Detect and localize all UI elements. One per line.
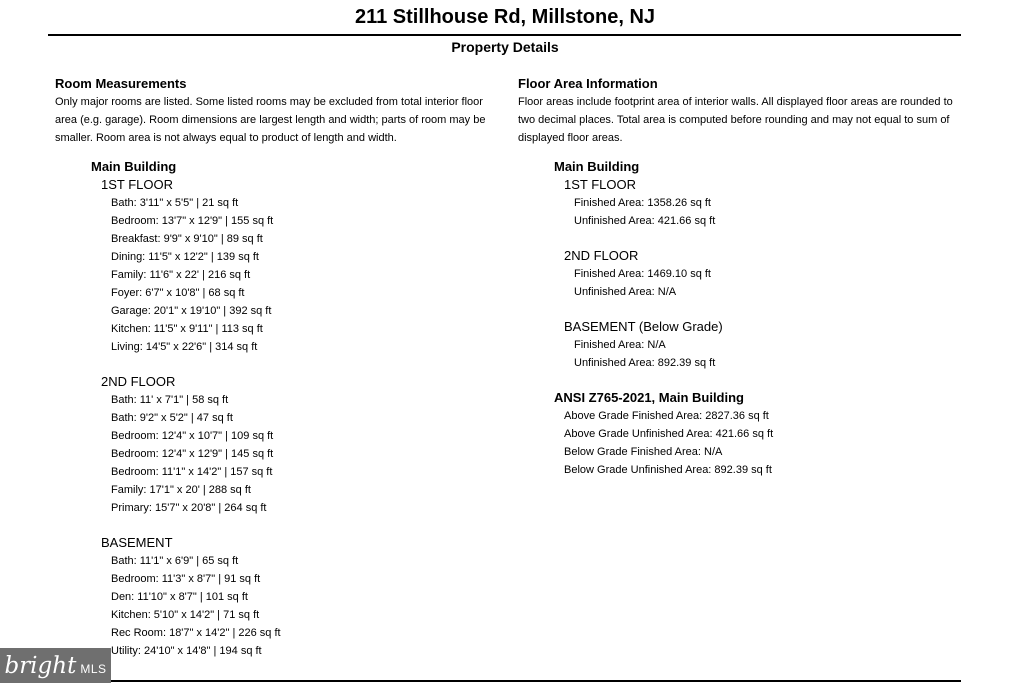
area-group-1st (518, 176, 968, 230)
room-line: Family: 17'1" x 20' | 288 sq ft (111, 484, 251, 496)
ansi-line: Above Grade Unfinished Area: 421.66 sq ft (564, 428, 774, 440)
floor-group-2nd (55, 373, 505, 517)
area-line: Unfinished Area: 421.66 sq ft (574, 215, 716, 227)
room-line: Bedroom: 13'7" x 12'9" | 155 sq ft (111, 215, 274, 227)
area-line: Finished Area: 1358.26 sq ft (574, 197, 711, 209)
floor-area-section (518, 76, 968, 479)
room-line: Breakfast: 9'9" x 9'10" | 89 sq ft (111, 233, 263, 245)
room-line: Garage: 20'1" x 19'10" | 392 sq ft (111, 305, 272, 317)
floor-label: 1ST FLOOR (564, 177, 637, 192)
floor-area-heading: Floor Area Information (518, 76, 658, 91)
area-line: Finished Area: N/A (574, 339, 666, 351)
room-line: Bedroom: 12'4" x 10'7" | 109 sq ft (111, 430, 274, 442)
room-line: Foyer: 6'7" x 10'8" | 68 sq ft (111, 287, 245, 299)
room-line: Bedroom: 11'3" x 8'7" | 91 sq ft (111, 573, 261, 585)
room-measurements-section (55, 76, 505, 660)
floor-area-note: Floor areas include footprint area of interior walls. All displayed floor areas are rounded to two decimal places. Total area is computed before rounding and may not equal to sum of displayed floor areas. (518, 96, 953, 144)
floor-group-basement (55, 534, 505, 660)
floor-label: BASEMENT (101, 535, 173, 550)
room-line: Dining: 11'5" x 12'2" | 139 sq ft (111, 251, 259, 263)
ansi-heading: ANSI Z765-2021, Main Building (554, 390, 744, 405)
room-line: Bath: 11' x 7'1" | 58 sq ft (111, 394, 229, 406)
bottom-divider (48, 680, 961, 682)
room-line: Den: 11'10" x 8'7" | 101 sq ft (111, 591, 248, 603)
room-measurements-note: Only major rooms are listed. Some listed rooms may be excluded from total interior floor area (e.g. garage). Room dimensions are largest length and width; parts of room may be smaller. Room area is not always equal to product of length and width. (55, 96, 486, 144)
area-building-label: Main Building (554, 159, 640, 174)
logo-wordmark: bright (4, 652, 77, 679)
room-line: Living: 14'5" x 22'6" | 314 sq ft (111, 341, 258, 353)
room-line: Bath: 11'1" x 6'9" | 65 sq ft (111, 555, 239, 567)
top-divider (48, 34, 961, 36)
floor-label: 2ND FLOOR (564, 248, 639, 263)
room-line: Bath: 9'2" x 5'2" | 47 sq ft (111, 412, 233, 424)
area-line: Finished Area: 1469.10 sq ft (574, 268, 711, 280)
logo-suffix: MLS (80, 661, 107, 676)
room-line: Bedroom: 12'4" x 12'9" | 145 sq ft (111, 448, 274, 460)
ansi-line: Above Grade Finished Area: 2827.36 sq ft (564, 410, 769, 422)
area-line: Unfinished Area: N/A (574, 286, 677, 298)
ansi-group (518, 389, 968, 479)
area-line: Unfinished Area: 892.39 sq ft (574, 357, 716, 369)
ansi-line: Below Grade Finished Area: N/A (564, 446, 723, 458)
room-line: Primary: 15'7" x 20'8" | 264 sq ft (111, 502, 267, 514)
room-line: Utility: 24'10" x 14'8" | 194 sq ft (111, 645, 262, 657)
room-line: Rec Room: 18'7" x 14'2" | 226 sq ft (111, 627, 281, 639)
bright-mls-logo (0, 648, 111, 683)
page-subtitle: Property Details (451, 39, 559, 55)
ansi-line: Below Grade Unfinished Area: 892.39 sq ft (564, 464, 772, 476)
floor-group-1st (55, 176, 505, 356)
room-line: Family: 11'6" x 22' | 216 sq ft (111, 269, 251, 281)
room-line: Kitchen: 5'10" x 14'2" | 71 sq ft (111, 609, 260, 621)
area-group-basement (518, 318, 968, 372)
room-building-label: Main Building (91, 159, 177, 174)
floor-label: 1ST FLOOR (101, 177, 174, 192)
room-measurements-heading: Room Measurements (55, 76, 187, 91)
floor-label: 2ND FLOOR (101, 374, 176, 389)
room-line: Bedroom: 11'1" x 14'2" | 157 sq ft (111, 466, 273, 478)
area-group-2nd (518, 247, 968, 301)
floor-label: BASEMENT (Below Grade) (564, 319, 723, 334)
room-line: Bath: 3'11" x 5'5" | 21 sq ft (111, 197, 239, 209)
room-line: Kitchen: 11'5" x 9'11" | 113 sq ft (111, 323, 263, 335)
page-title: 211 Stillhouse Rd, Millstone, NJ (354, 6, 656, 28)
